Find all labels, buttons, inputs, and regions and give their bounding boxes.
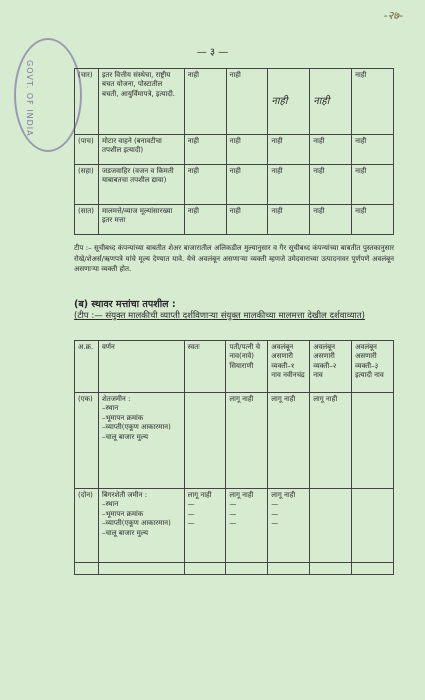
row-description: मालमत्ते/व्याज मूल्यांसारख्या इतर मत्ता bbox=[98, 205, 184, 235]
cell-value: लागू नाही — — — bbox=[268, 489, 310, 563]
section-page-mark: — ३ — bbox=[196, 47, 229, 58]
section-subtitle: (टीप :— संयुक्त मालकीची व्याप्ती दर्शविणाऱ्या संयुक्त मालकीच्या मालमत्ता देखील दर्शवाव्यात) bbox=[74, 311, 365, 321]
cell-value: नाही bbox=[226, 135, 268, 165]
row-number: (एक) bbox=[75, 393, 99, 489]
table-row bbox=[75, 489, 394, 563]
cell-value: नाही bbox=[310, 205, 352, 235]
column-header: अवलंबून असणारी व्यक्ती–३ इत्यादी नाव bbox=[352, 341, 394, 393]
table-row bbox=[75, 135, 394, 165]
cell-value: नाही bbox=[268, 205, 310, 235]
table-row bbox=[75, 205, 394, 235]
cell-value: नाही bbox=[226, 69, 268, 135]
column-header: अवलंबून असणारी व्यक्ती–२ नाव bbox=[310, 341, 352, 393]
row-number: (दोन) bbox=[75, 489, 99, 563]
column-header: अवलंबून असणारी व्यक्ती–१ नाव नवीनचंद्र bbox=[268, 341, 310, 393]
row-description: जडजवाहिर (वजन व किमती याबाबतचा तपशील द्यावा) bbox=[98, 165, 184, 205]
cell-value: नाही bbox=[184, 135, 226, 165]
seal-text: GOVT. OF INDIA bbox=[25, 60, 34, 137]
immovable-assets-table bbox=[74, 340, 394, 575]
cell-value: लागू नाही bbox=[310, 393, 352, 489]
assets-table-continued bbox=[74, 68, 394, 235]
table-row bbox=[75, 165, 394, 205]
row-number: (चार) bbox=[75, 69, 99, 135]
cell-value: नाही bbox=[184, 69, 226, 135]
cell-value: नाही bbox=[310, 69, 352, 135]
row-description: इतर वित्तीय संस्थेचा, राष्ट्रीय बचत योजना, पोस्टातील बचती, आयुर्विमापत्रे, इत्यादी. bbox=[98, 69, 184, 135]
cell-value: नाही bbox=[352, 69, 394, 135]
column-header: अ.क्र. bbox=[75, 341, 99, 393]
page-number: -२७- bbox=[383, 9, 403, 22]
cell-value: नाही bbox=[184, 205, 226, 235]
note-paragraph: टीप :– सूचीबध्द कंपन्यांच्या बाबतीत शेअर बाजारातील अलिकडील मुल्यानुसार व गैर सूचीबध्द कंपन्यांच्या बाबतीत पुस्तकानुसार रोखे/शेअर्स/ऋणपत्रे यांचे मूल्य देण्यात यावे. येथे अवलंबून असणाऱ्या व्यक्ती म्हणजे उमेदवाराच्या उत्पादनावर पूर्णपणे अवलंबून असणाऱ्या व्यक्ती होत. bbox=[74, 244, 394, 273]
cell-value bbox=[310, 489, 352, 563]
table-header-row bbox=[75, 341, 394, 393]
cell-value: नाही bbox=[226, 165, 268, 205]
cell-value: नाही bbox=[268, 165, 310, 205]
column-header: पती/पत्नी चे नाव(नावे) सियाराणी bbox=[226, 341, 268, 393]
cell-value bbox=[352, 393, 394, 489]
section-title: (ब) स्थावर मत्तांचा तपशील : bbox=[74, 299, 176, 310]
table-row-empty bbox=[75, 563, 394, 575]
cell-value: नाही bbox=[184, 165, 226, 205]
cell-value bbox=[352, 489, 394, 563]
cell-value: लागू नाही — — — bbox=[226, 489, 268, 563]
cell-value: नाही bbox=[310, 135, 352, 165]
table-row bbox=[75, 69, 394, 135]
cell-value: लागू नाही bbox=[268, 393, 310, 489]
cell-value: नाही bbox=[310, 165, 352, 205]
row-description: मोटार वाहने (बनावटीचा तपशील इत्यादी) bbox=[98, 135, 184, 165]
cell-value: नाही bbox=[352, 205, 394, 235]
column-header: स्वतः bbox=[184, 341, 226, 393]
cell-value: नाही bbox=[268, 69, 310, 135]
table-row bbox=[75, 393, 394, 489]
cell-value: लागू नाही bbox=[226, 393, 268, 489]
row-number: (सात) bbox=[75, 205, 99, 235]
cell-value: लागू नाही — — — bbox=[184, 489, 226, 563]
cell-value: नाही bbox=[352, 165, 394, 205]
row-description: शेतजमीन : –स्थान –भूमापन क्रमांक –व्याप्ती(एकूण आकारमान) –चालू बाजार मुल्य bbox=[98, 393, 184, 489]
cell-value: नाही bbox=[352, 135, 394, 165]
column-header: वर्णन bbox=[98, 341, 184, 393]
row-number: (सहा) bbox=[75, 165, 99, 205]
cell-value: नाही bbox=[268, 135, 310, 165]
cell-value: नाही bbox=[226, 205, 268, 235]
row-number: (पाच) bbox=[75, 135, 99, 165]
cell-value bbox=[184, 393, 226, 489]
row-description: बिगरशेती जमीन : –स्थान –भूमापन क्रमांक –व्याप्ती(एकूण आकारमान) –चालू बाजार मुल्य bbox=[98, 489, 184, 563]
